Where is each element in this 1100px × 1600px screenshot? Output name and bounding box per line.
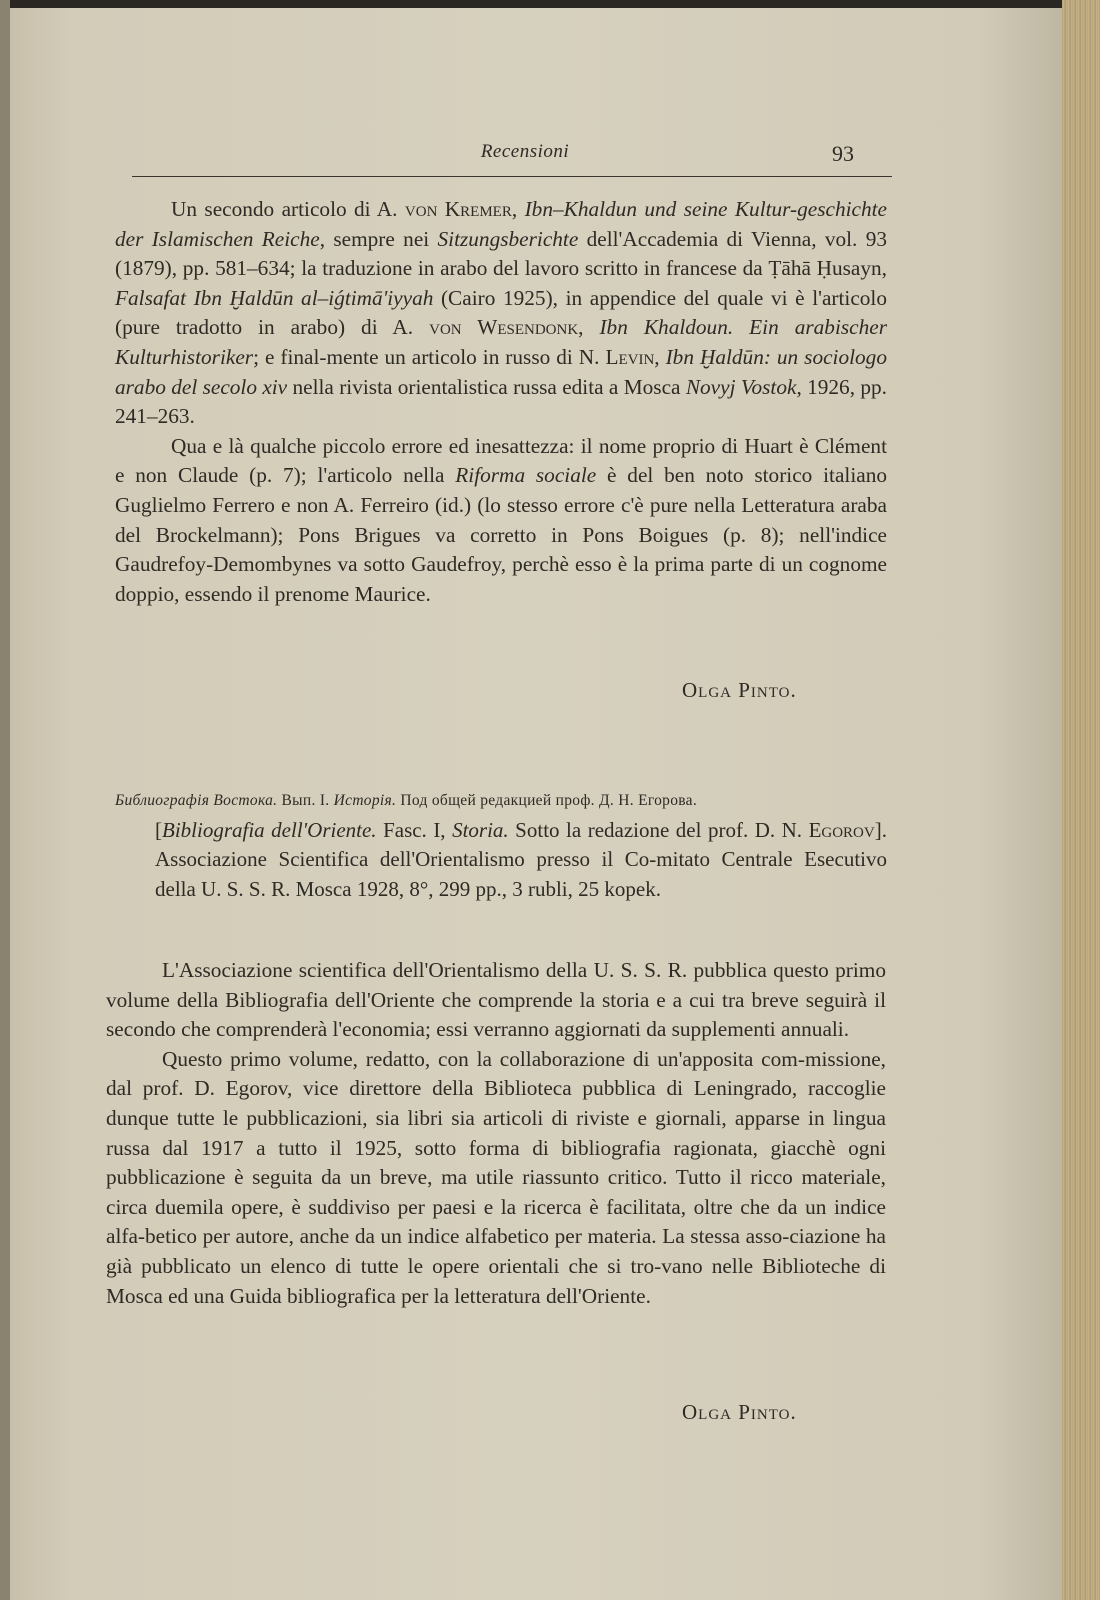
text-run: ; e final-mente un articolo in russo di N. bbox=[253, 344, 606, 369]
text-run: è del ben noto storico italiano Guglielmo Ferrero e non A. Ferreiro (id.) (lo stesso errore c'è pure nella Letteratura araba del Brockelmann); Pons Brigues va corretto in Pons Boigues (p. 8); nell'indice Gaudrefoy-Demombynes va sotto Gaudefroy, perchè esso è la prima parte di un cognome doppio, essendo il prenome Maurice. bbox=[115, 463, 887, 606]
review1-paragraph-1 bbox=[115, 195, 887, 432]
text-run: nella rivista orientalistica russa edita a Mosca bbox=[287, 374, 686, 399]
russian-citation bbox=[115, 786, 887, 816]
work-title: Bibliografia dell'Oriente. bbox=[162, 817, 377, 842]
review2-signature: Olga Pinto. bbox=[682, 1400, 797, 1424]
text-run: Qua e là qualche piccolo errore ed inesattezza: il nome proprio di Huart è Clément e non Claude (p. 7); l'articolo nella bbox=[115, 433, 887, 488]
work-title: Falsafat Ibn Ḫaldūn al–iǵtimā'iyyah bbox=[115, 285, 434, 310]
work-title: Исторія. bbox=[333, 792, 397, 809]
book-page bbox=[10, 8, 1062, 1600]
text-run: Fasc. I, bbox=[376, 817, 453, 842]
review2-paragraph-2: Questo primo volume, redatto, con la collaborazione di un'apposita com-missione, dal prof. D. Egorov, vice direttore della Biblioteca pubblica di Leningrado, raccoglie dunque tutte le pubblicazioni, sia libri sia articoli di riviste e giornali, apparse in lingua russa dal 1917 a tutto il 1925, sotto forma di bibliografia ragionata, giacchè ogni pubblicazione è seguita da un breve, ma utile riassunto critico. Tutto il ricco materiale, circa duemila opere, è suddiviso per paesi e la ricerca è facilitata, oltre che da un indice alfa-betico per autore, anche da un indice alfabetico per materia. La stessa asso-ciazione ha già pubblicato un elenco di tutte le opere orientali che si tro-vano nelle Biblioteche di Mosca ed una Guida bibliografica per la letteratura dell'Oriente. bbox=[106, 1046, 886, 1308]
text-run: Вып. I. bbox=[277, 792, 334, 809]
journal-title: Novyj Vostok bbox=[685, 374, 797, 399]
text-run: Под общей редакцией проф. Д. Н. Егорова. bbox=[396, 792, 698, 809]
running-title: Recensioni bbox=[480, 141, 570, 162]
italian-citation bbox=[115, 816, 887, 905]
text-run: ]. Associazione Scientifica dell'Orientalismo presso il Co-mitato Centrale Esecutivo della U. S. S. R. Mosca 1928, 8°, 299 pp., 3 rubli, 25 kopek. bbox=[155, 817, 887, 901]
author-name: von Wesendonk bbox=[429, 315, 579, 340]
text-run: , 1926, pp. 241–263. bbox=[115, 374, 887, 429]
scan-left-border bbox=[0, 0, 10, 1600]
text-run: , bbox=[654, 344, 666, 369]
page-number: 93 bbox=[832, 141, 854, 166]
text-run: (Cairo 1925), in appendice del quale vi è l'articolo (pure tradotto in arabo) di A. bbox=[115, 285, 887, 340]
journal-title: Riforma sociale bbox=[455, 463, 597, 488]
work-title: Storia. bbox=[452, 817, 509, 842]
work-title: Библиографія Востока. bbox=[115, 792, 278, 809]
review2-body bbox=[106, 956, 886, 1311]
text-run: Sotto la redazione del prof. D. N. bbox=[508, 817, 809, 842]
text-run: , bbox=[511, 197, 525, 221]
author-name: von Kremer bbox=[404, 197, 512, 221]
review1-signature: Olga Pinto. bbox=[682, 678, 797, 702]
book-page-edges bbox=[1062, 0, 1100, 1600]
work-title: Ibn Ḫaldūn: un sociologo arabo del secolo xiv bbox=[115, 344, 887, 399]
work-title: Sitzungsberichte bbox=[437, 226, 579, 251]
work-title: Ibn Khaldoun. Ein arabischer Kulturhistoriker bbox=[115, 315, 887, 369]
review2-paragraph-1: L'Associazione scientifica dell'Orientalismo della U. S. S. R. pubblica questo primo volume della Bibliografia dell'Oriente che comprende la storia e a cui tra breve seguirà il secondo che comprenderà l'economia; essi verranno aggiornati da supplementi annuali. bbox=[106, 958, 886, 1042]
author-name: Egorov bbox=[808, 817, 875, 842]
review1-body bbox=[115, 195, 887, 609]
work-title: Ibn–Khaldun und seine Kultur-geschichte der Islamischen Reiche bbox=[115, 197, 888, 251]
review2-bibliographic-entry bbox=[115, 786, 887, 904]
text-run: , bbox=[578, 315, 600, 340]
text-run: Un secondo articolo di A. bbox=[171, 197, 405, 221]
header-rule bbox=[132, 176, 892, 177]
text-run: dell'Accademia di Vienna, vol. 93 (1879), pp. 581–634; la traduzione in arabo del lavoro scritto in francese da Ṭāhā Ḥusayn, bbox=[115, 226, 887, 281]
text-run: , sempre nei bbox=[319, 226, 438, 251]
scan-top-border bbox=[0, 0, 1100, 8]
text-run: [ bbox=[155, 817, 162, 842]
author-name: Levin bbox=[605, 344, 655, 369]
review1-paragraph-2 bbox=[115, 432, 887, 610]
